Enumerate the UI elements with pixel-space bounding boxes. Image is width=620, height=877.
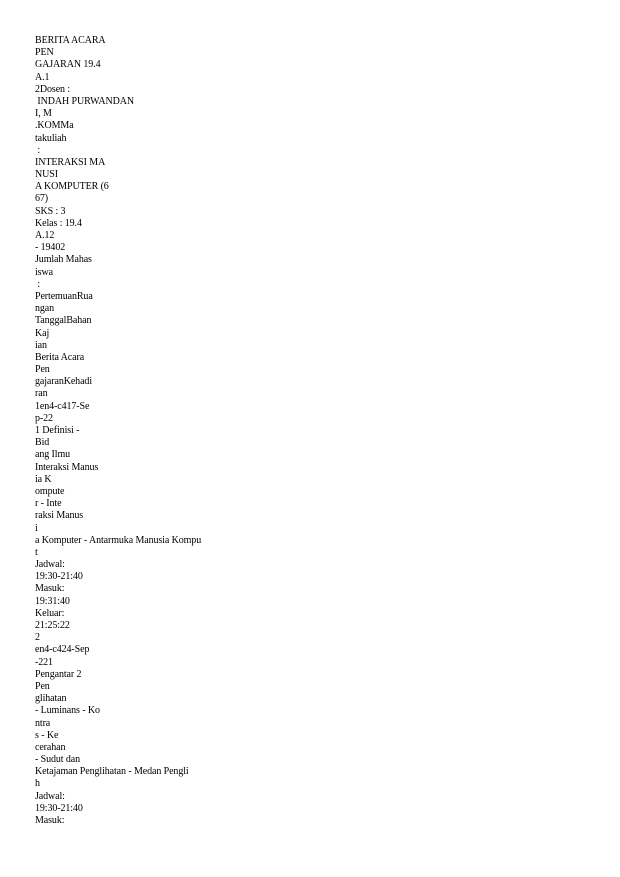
document-line: 21:25:22 — [35, 620, 70, 631]
document-line: Kelas : 19.4 — [35, 217, 82, 229]
document-line: PertemuanRua — [35, 290, 93, 302]
document-line: t — [35, 546, 38, 558]
document-line: Ketajaman Penglihatan - Medan Pengli — [35, 766, 189, 778]
document-line: s - Ke — [35, 729, 59, 741]
document-line: ia K — [35, 473, 52, 485]
document-line: gajaranKehadi — [35, 376, 93, 388]
document-line: glihatan — [35, 693, 67, 705]
document-line: a Komputer - Antarmuka Manusia Kompu — [35, 534, 202, 546]
document-line: -221 — [35, 656, 53, 668]
document-line: PEN — [35, 47, 54, 59]
document-line: - Sudut dan — [35, 754, 81, 766]
document-line: takuliah — [35, 132, 67, 144]
document-line: Masuk: — [35, 815, 65, 826]
document-line: Interaksi Manus — [35, 461, 99, 473]
document-line: Pen — [35, 364, 50, 376]
document-line: BERITA ACARA — [35, 35, 106, 46]
document-line: I, M — [35, 108, 52, 120]
document-line: 19:30-21:40 — [35, 802, 83, 814]
document-line: cerahan — [35, 741, 66, 753]
document-line: .KOMMa — [35, 120, 74, 132]
document-text-block — [35, 35, 595, 827]
document-line: : — [35, 144, 41, 156]
document-line: A.1 — [35, 71, 50, 83]
document-line: Jadwal: — [35, 790, 65, 802]
document-line: r - Inte — [35, 498, 62, 510]
document-line: Keluar: — [35, 607, 65, 619]
document-line: ran — [35, 388, 48, 400]
document-line: en4-c424-Sep — [35, 644, 90, 656]
document-line: 67) — [35, 193, 49, 205]
document-line: Jumlah Mahas — [35, 254, 92, 266]
document-line: SKS : 3 — [35, 205, 66, 217]
document-line: ntra — [35, 717, 51, 729]
document-line: raksi Manus — [35, 510, 84, 522]
document-line: ompute — [35, 485, 65, 497]
document-line: iswa — [35, 266, 53, 278]
document-line: Pen — [35, 680, 50, 692]
document-line: - Luminans - Ko — [35, 705, 100, 717]
document-line: 2 — [35, 632, 40, 644]
document-line: 19:31:40 — [35, 595, 70, 607]
document-line: GAJARAN 19.4 — [35, 59, 101, 71]
document-line: INDAH PURWANDAN — [35, 95, 134, 107]
document-line: 1en4-c417-Se — [35, 400, 90, 412]
document-line: NUSI — [35, 169, 58, 181]
document-line: ian — [35, 339, 47, 351]
document-line: 19:30-21:40 — [35, 571, 83, 583]
document-line: p-22 — [35, 412, 53, 424]
document-line: Pengantar 2 — [35, 668, 82, 680]
document-line: 1 Definisi - — [35, 425, 80, 436]
document-line: : — [35, 278, 41, 290]
document-line: Kaj — [35, 327, 50, 339]
document-line: A.12 — [35, 230, 55, 241]
document-line: Masuk: — [35, 583, 65, 595]
document-line: Berita Acara — [35, 351, 85, 363]
document-line: INTERAKSI MA — [35, 156, 106, 168]
document-line: - 19402 — [35, 242, 66, 254]
document-line: Bid — [35, 437, 50, 449]
document-line: ngan — [35, 303, 55, 315]
document-line: Jadwal: — [35, 559, 65, 571]
document-line: ang Ilmu — [35, 449, 71, 461]
document-line: 2Dosen : — [35, 83, 71, 95]
document-line: i — [35, 522, 38, 534]
document-line: TanggalBahan — [35, 315, 92, 327]
document-line: h — [35, 778, 40, 790]
document-line: A KOMPUTER (6 — [35, 181, 109, 193]
